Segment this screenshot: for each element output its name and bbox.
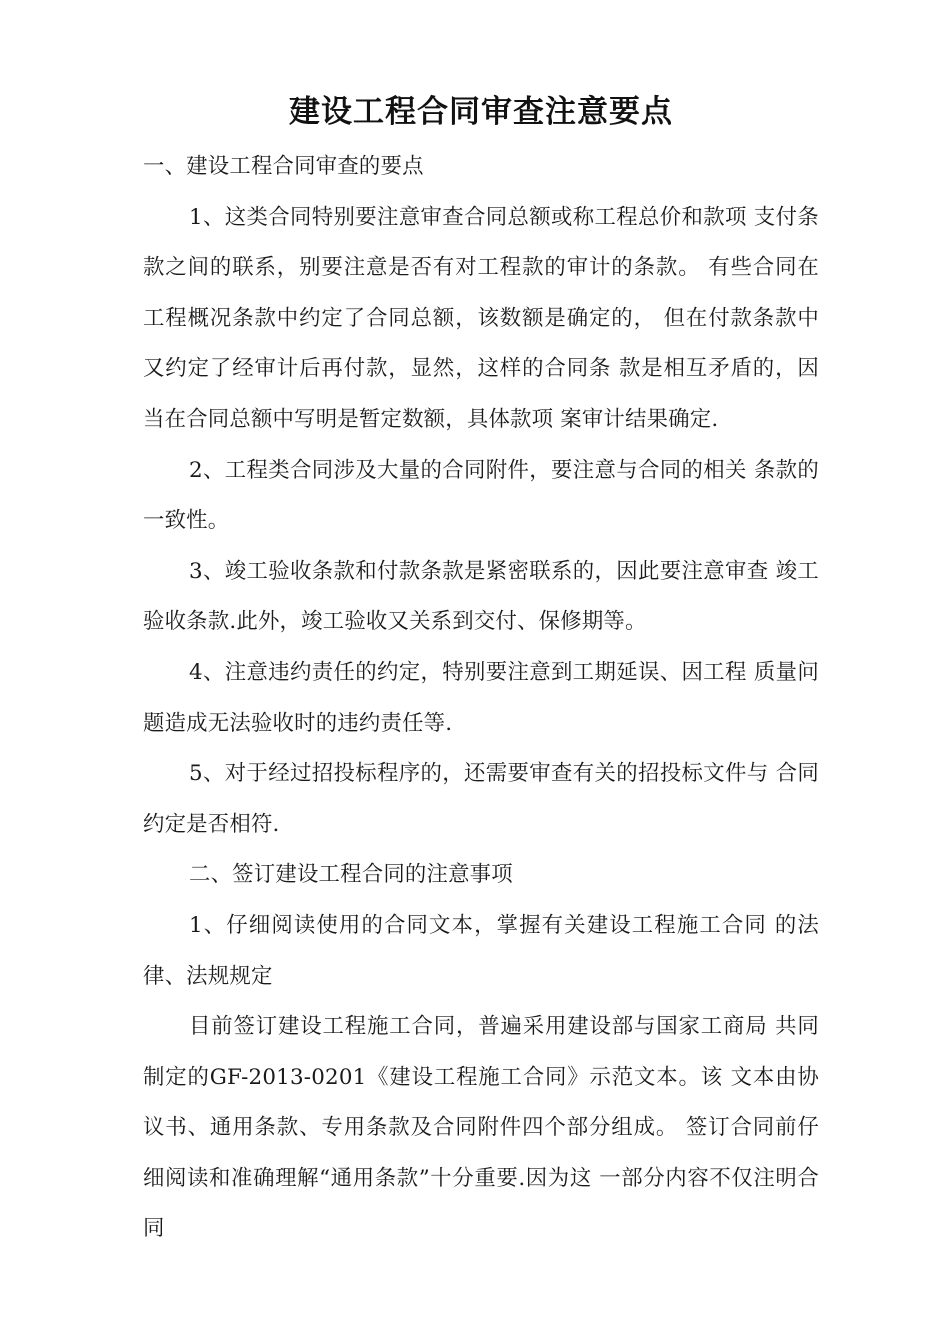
signing-note-1: 1、仔细阅读使用的合同文本，掌握有关建设工程施工合同 的法律、法规规定 [143,912,819,989]
review-point-2: 2、工程类合同涉及大量的合同附件，要注意与合同的相关 条款的一致性。 [143,457,819,534]
review-point-1: 1、这类合同特别要注意审查合同总额或称工程总价和款项 支付条款之间的联系，别要注意是否有对工程款的审计的条款。 有些合同在工程概况条款中约定了合同总额，该数额是确定的， 但在付款条款中又约定了经审计后再付款，显然，这样的合同条 款是相互矛盾的，因当在合同总额中写明是暂定数额，具体款项 案审计结果确定. [143,204,819,432]
review-point-4: 4、注意违约责任的约定，特别要注意到工期延误、因工程 质量问题造成无法验收时的违约责任等. [143,659,819,736]
section-heading-signing-notes: 二、签订建设工程合同的注意事项 [189,862,513,888]
document-title: 建设工程合同审查注意要点 [289,94,673,130]
review-point-5: 5、对于经过招投标程序的，还需要审查有关的招投标文件与 合同约定是否相符. [143,761,819,837]
signing-note-paragraph: 目前签订建设工程施工合同，普遍采用建设部与国家工商局 共同制定的GF-2013-0201《建设工程施工合同》示范文本。该 文本由协议书、通用条款、专用条款及合同附件四个部分组成。 签订合同前仔细阅读和准确理解“通用条款”十分重要.因为这 一部分内容不仅注明合同 [143,1014,819,1242]
section-heading-review-points: 一、建设工程合同审查的要点 [143,154,424,179]
document-body [143,142,819,1255]
review-point-3: 3、竣工验收条款和付款条款是紧密联系的，因此要注意审查 竣工验收条款.此外，竣工验收又关系到交付、保修期等。 [143,558,819,635]
